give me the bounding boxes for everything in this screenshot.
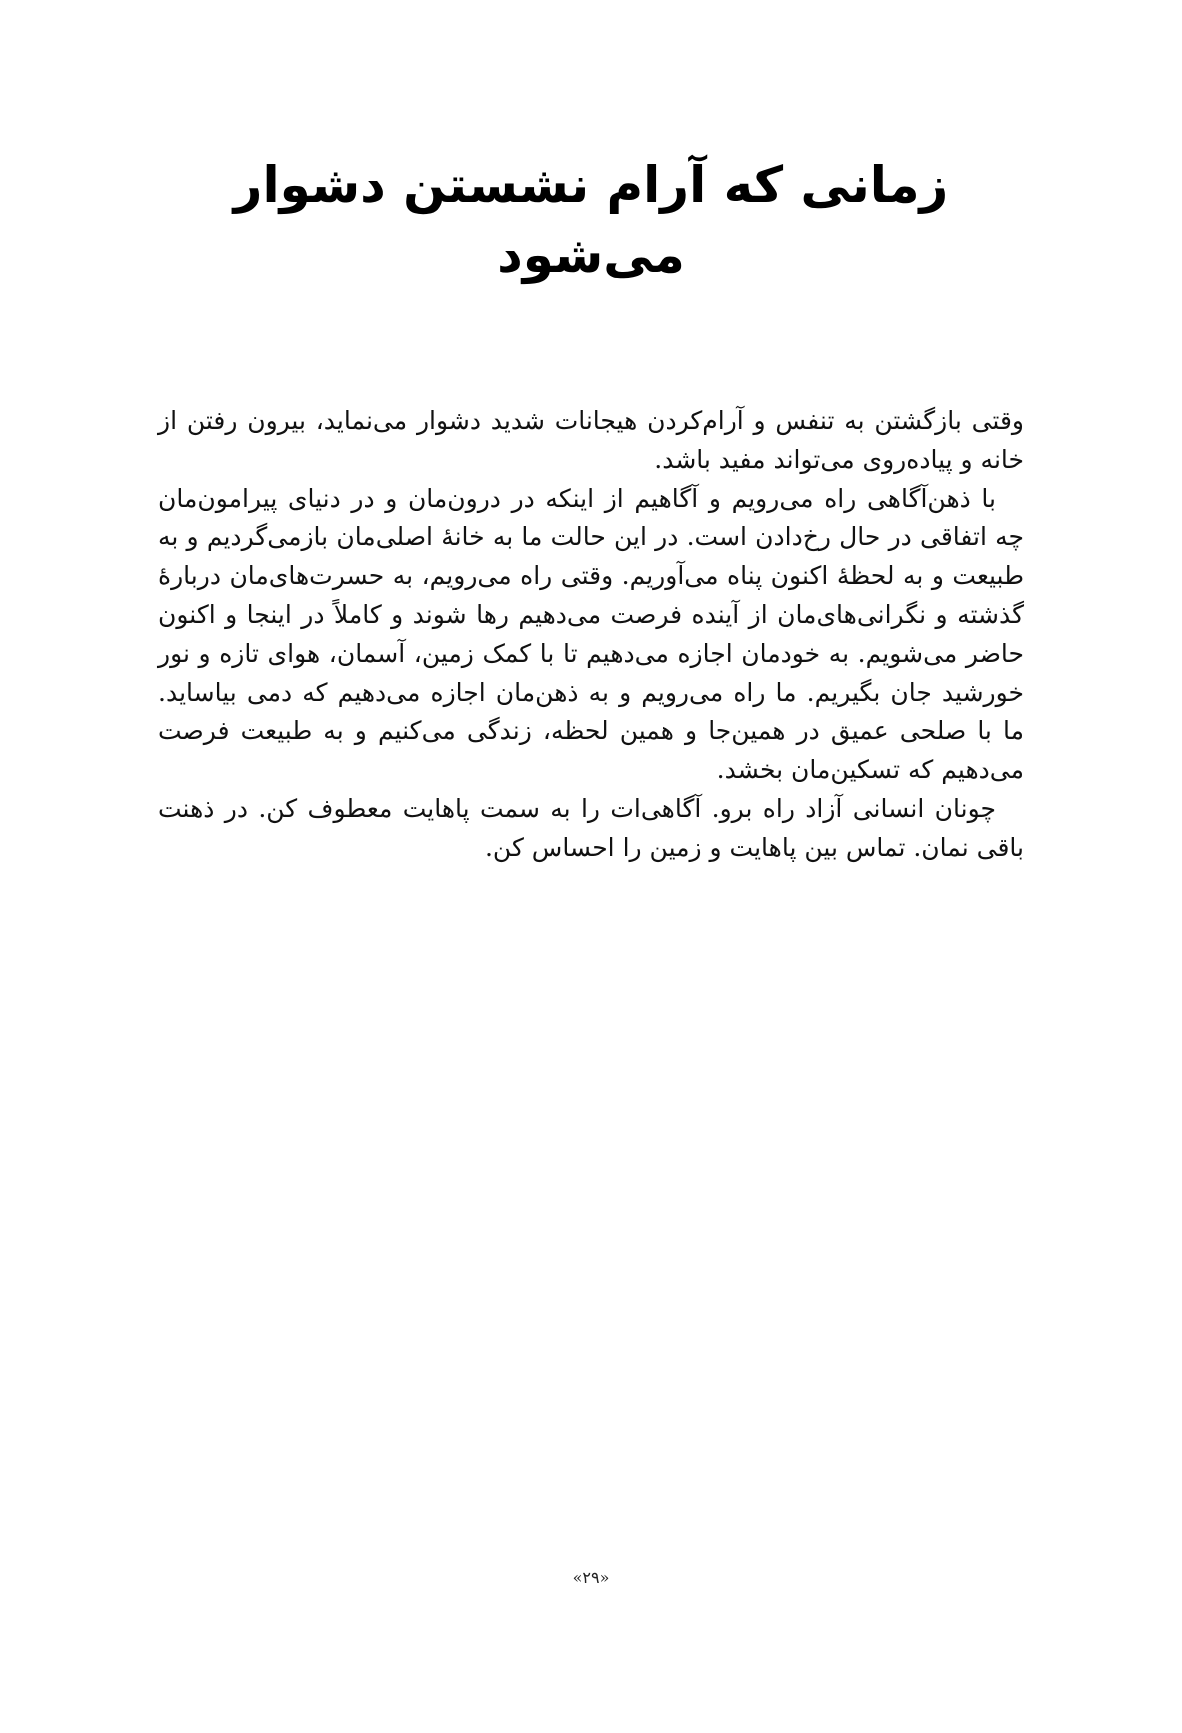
- paragraph-3: چونان انسانی آزاد راه برو. آگاهی‌ات را به سمت پاهایت معطوف کن. در ذهنت باقی نمان. تماس بین پاهایت و زمین را احساس کن.: [158, 793, 1024, 862]
- body-text: [158, 402, 1024, 868]
- paragraph-1: وقتی بازگشتن به تنفس و آرام‌کردن هیجانات شدید دشوار می‌نماید، بیرون رفتن از خانه و پیاده‌روی می‌تواند مفید باشد.: [158, 406, 1024, 474]
- page-number: «۲۹»: [572, 1568, 610, 1587]
- paragraph-2: با ذهن‌آگاهی راه می‌رویم و آگاهیم از اینکه در درون‌مان و در دنیای پیرامون‌مان چه اتفاقی در حال رخ‌دادن است. در این حالت ما به خانهٔ اصلی‌مان بازمی‌گردیم و به طبیعت و به لحظهٔ اکنون پناه می‌آوریم. وقتی راه می‌رویم، به حسرت‌های‌مان دربارهٔ گذشته و نگرانی‌های‌مان از آینده فرصت می‌دهیم رها شوند و کاملاً در اینجا و اکنون حاضر می‌شویم. به خودمان اجازه می‌دهیم تا با کمک زمین، آسمان، هوای تازه و نور خورشید جان بگیریم. ما راه می‌رویم و به ذهن‌مان اجازه می‌دهیم که دمی بیاساید. ما با صلحی عمیق در همین‌جا و همین لحظه، زندگی می‌کنیم و به طبیعت فرصت می‌دهیم که تسکین‌مان بخشد.: [158, 483, 1024, 785]
- page-title: زمانی که آرام نشستن دشوار می‌شود: [233, 156, 949, 284]
